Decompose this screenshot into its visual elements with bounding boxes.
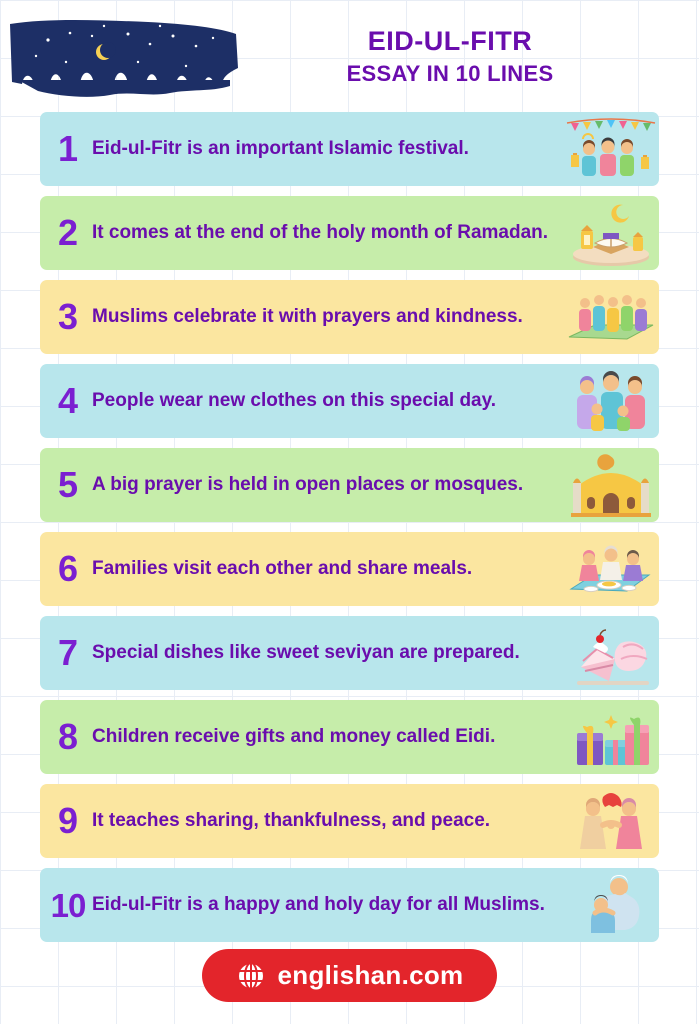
list-item (40, 616, 659, 690)
line-text: It comes at the end of the holy month of Ramadan. (92, 222, 549, 243)
line-number: 4 (57, 380, 79, 421)
line-text: It teaches sharing, thankfulness, and peace. (92, 810, 491, 831)
line-text: Children receive gifts and money called Eidi. (92, 726, 496, 747)
mosque-icon (563, 449, 659, 521)
gift-boxes-icon (563, 701, 659, 773)
line-number: 5 (57, 464, 79, 505)
page-title: EID-UL-FITR (367, 26, 533, 56)
list-item (40, 784, 659, 858)
title-block (230, 24, 670, 90)
list-item (40, 532, 659, 606)
list-item (40, 868, 659, 942)
line-number: 10 (50, 886, 86, 924)
family-in-new-clothes-icon (563, 365, 659, 437)
line-text: A big prayer is held in open places or mosques. (92, 474, 524, 495)
page-subtitle: ESSAY IN 10 LINES (346, 61, 554, 86)
line-text: Special dishes like sweet seviyan are prepared. (92, 642, 520, 663)
line-number: 9 (57, 800, 79, 841)
dessert-cake-slice-icon (563, 617, 659, 689)
line-text: Families visit each other and share meals. (92, 558, 473, 579)
list-item (40, 280, 659, 354)
list-item (40, 700, 659, 774)
line-number: 3 (57, 296, 79, 337)
footer (0, 949, 699, 1002)
line-text: Eid-ul-Fitr is an important Islamic festival. (92, 138, 469, 159)
line-text: Muslims celebrate it with prayers and kindness. (92, 306, 523, 327)
line-number: 6 (57, 548, 79, 589)
globe-icon (236, 961, 266, 991)
line-number: 7 (57, 632, 79, 673)
people-praying-on-mat-icon (563, 281, 659, 353)
line-text: People wear new clothes on this special day. (92, 390, 497, 411)
list-item (40, 196, 659, 270)
list-item (40, 112, 659, 186)
brand-badge[interactable] (202, 949, 498, 1002)
quran-on-stand-with-lantern-icon (563, 197, 659, 269)
children-celebrating-with-bunting-icon (563, 113, 659, 185)
list-item (40, 448, 659, 522)
night-sky-mosque-skyline-icon (8, 18, 240, 106)
line-number: 1 (57, 128, 79, 169)
line-text: Eid-ul-Fitr is a happy and holy day for all Muslims. (92, 894, 545, 915)
list-item (40, 364, 659, 438)
brand-name: englishan.com (277, 960, 464, 990)
lines-list (40, 112, 659, 942)
man-hugging-child-icon (563, 869, 659, 941)
family-sharing-meal-icon (563, 533, 659, 605)
line-number: 8 (57, 716, 79, 757)
two-women-greeting-icon (563, 785, 659, 857)
poster-header (0, 0, 699, 112)
line-number: 2 (57, 212, 79, 253)
